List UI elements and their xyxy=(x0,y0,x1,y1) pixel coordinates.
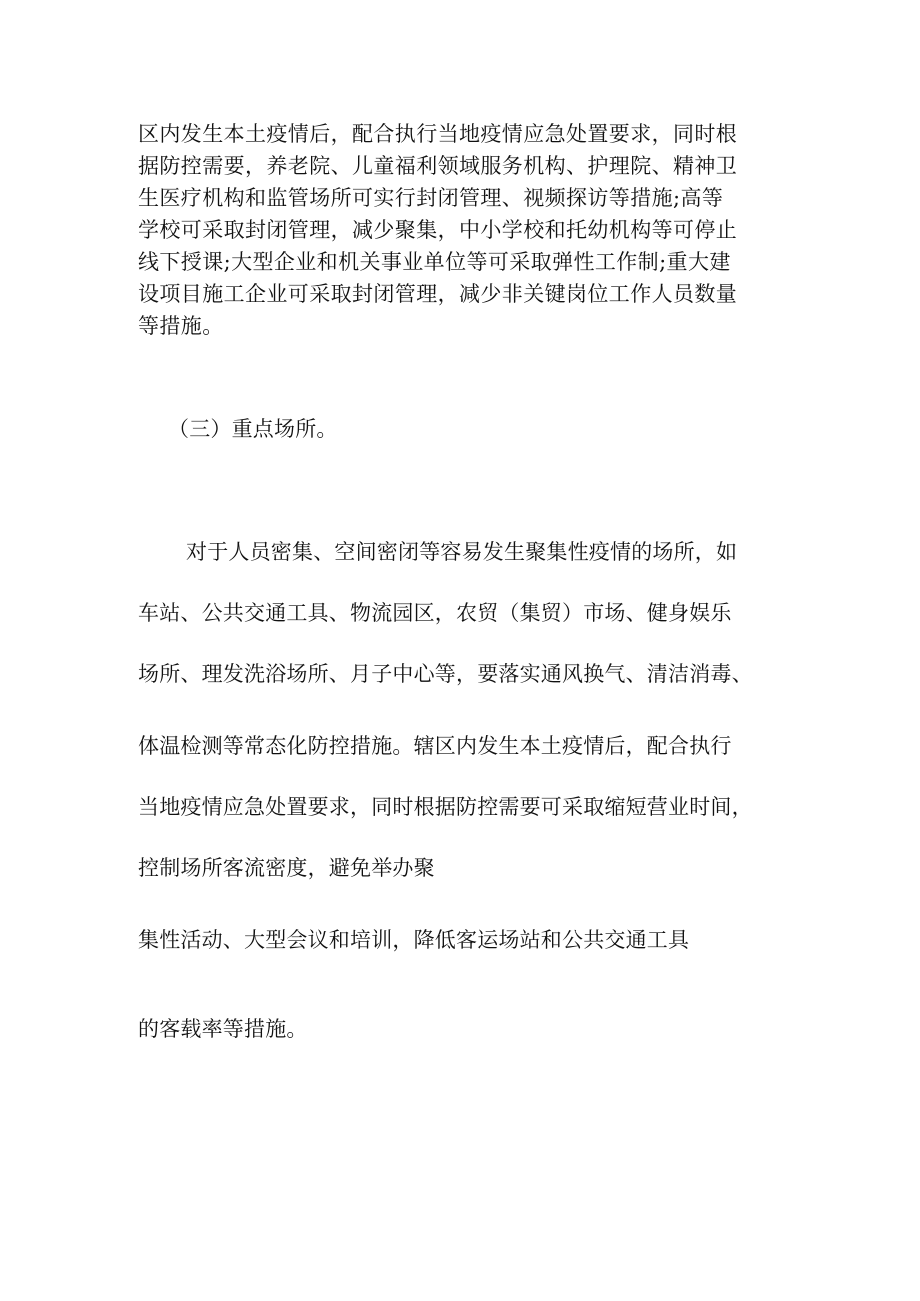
text-line: 当地疫情应急处置要求，同时根据防控需要可采取缩短营业时间， xyxy=(138,795,753,819)
text-line: 场所、理发洗浴场所、月子中心等，要落实通风换气、清洁消毒、 xyxy=(138,662,753,686)
section-heading: （三）重点场所。 xyxy=(168,417,338,441)
text-line: 设项目施工企业可采取封闭管理，减少非关键岗位工作人员数量 xyxy=(138,282,738,306)
text-line: 区内发生本土疫情后，配合执行当地疫情应急处置要求，同时根 xyxy=(138,122,738,146)
text-line: 车站、公共交通工具、物流园区，农贸（集贸）市场、健身娱乐 xyxy=(138,601,732,625)
text-line: 据防控需要，养老院、儿童福利领域服务机构、护理院、精神卫 xyxy=(138,154,738,178)
text-line: 对于人员密集、空间密闭等容易发生聚集性疫情的场所，如 xyxy=(186,540,738,564)
text-line: 等措施。 xyxy=(138,314,224,338)
text-line: 学校可采取封闭管理，减少聚集，中小学校和托幼机构等可停止 xyxy=(138,218,738,242)
text-line: 线下授课;大型企业和机关事业单位等可采取弹性工作制;重大建 xyxy=(138,250,731,274)
text-line: 集性活动、大型会议和培训，降低客运场站和公共交通工具 xyxy=(138,928,690,952)
text-line: 体温检测等常态化防控措施。辖区内发生本土疫情后，配合执行 xyxy=(138,734,732,758)
text-line: 的客载率等措施。 xyxy=(138,1017,308,1041)
text-line: 控制场所客流密度，避免举办聚 xyxy=(138,856,435,880)
text-line: 生医疗机构和监管场所可实行封闭管理、视频探访等措施;高等 xyxy=(138,186,724,210)
